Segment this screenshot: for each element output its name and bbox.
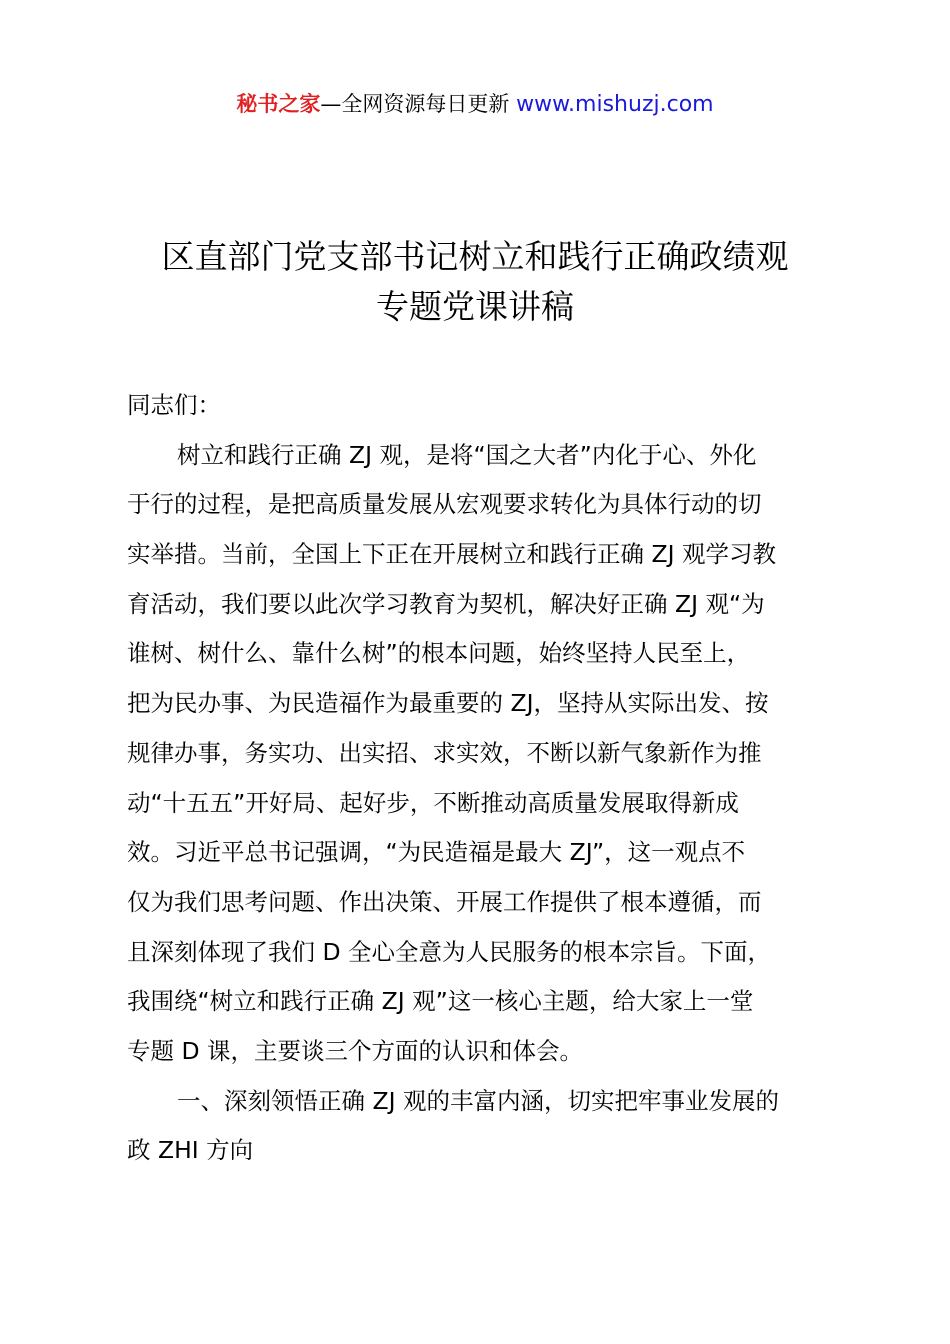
text-line: 仅为我们思考问题、作出决策、开展工作提供了根本遵循，而 <box>127 887 762 916</box>
section-heading-1 <box>127 1081 837 1180</box>
text-line: 动“十五五”开好局、起好步，不断推动高质量发展取得新成 <box>127 788 739 817</box>
title-line-2: 专题党课讲稿 <box>376 287 574 326</box>
site-url-link[interactable]: www.mishuzj.com <box>516 92 714 117</box>
document-title <box>0 232 950 332</box>
brand-name: 秘书之家 <box>236 92 321 116</box>
banner-tagline: —全网资源每日更新 <box>320 92 517 116</box>
text-line: 效。习近平总书记强调，“为民造福是最大 ZJ”，这一观点不 <box>127 838 746 867</box>
text-line: 育活动，我们要以此次学习教育为契机，解决好正确 ZJ 观“为 <box>127 589 765 618</box>
text-line: 于行的过程，是把高质量发展从宏观要求转化为具体行动的切 <box>127 490 762 519</box>
text-line: 一、深刻领悟正确 ZJ 观的丰富内涵，切实把牢事业发展的 <box>177 1086 779 1115</box>
greeting: 同志们： <box>127 391 221 419</box>
text-line: 把为民办事、为民造福作为最重要的 ZJ，坚持从实际出发、按 <box>127 689 769 718</box>
text-line: 我围绕“树立和践行正确 ZJ 观”这一核心主题，给大家上一堂 <box>127 987 754 1016</box>
text-line: 规律办事，务实功、出实招、求实效，不断以新气象新作为推 <box>127 738 762 767</box>
text-line: 专题 D 课，主要谈三个方面的认识和体会。 <box>127 1036 584 1065</box>
site-banner <box>0 88 950 118</box>
text-line: 政 ZHI 方向 <box>127 1136 254 1165</box>
title-line-1: 区直部门党支部书记树立和践行正确政绩观 <box>161 237 789 276</box>
text-line: 且深刻体现了我们 D 全心全意为人民服务的根本宗旨。下面， <box>127 937 772 966</box>
text-line: 树立和践行正确 ZJ 观，是将“国之大者”内化于心、外化 <box>177 440 757 469</box>
document-body <box>127 385 837 1180</box>
text-line: 实举措。当前，全国上下正在开展树立和践行正确 ZJ 观学习教 <box>127 540 776 569</box>
paragraph-intro <box>127 435 837 1081</box>
text-line: 谁树、树什么、靠什么树”的根本问题，始终坚持人民至上， <box>127 639 751 668</box>
